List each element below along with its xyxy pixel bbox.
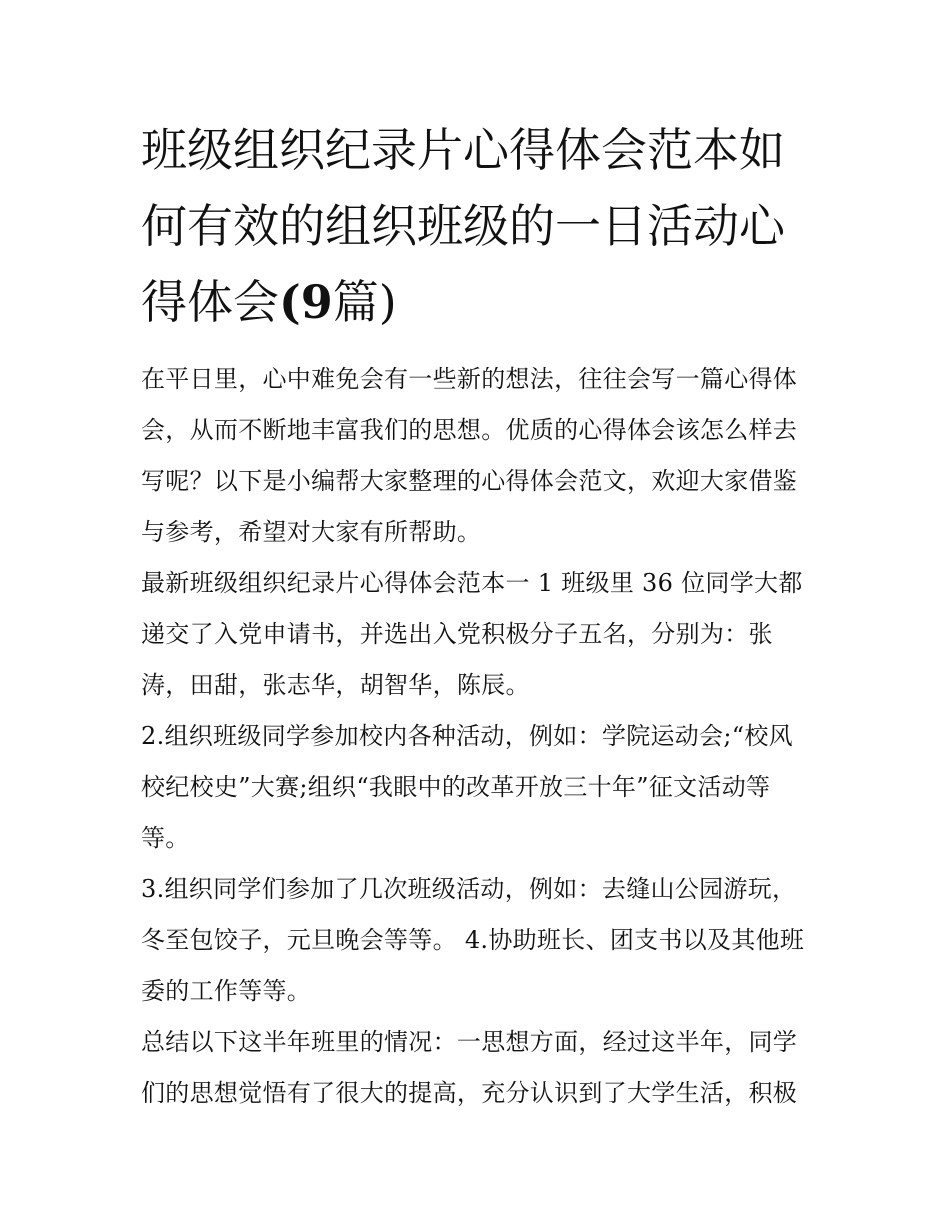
paragraph-2: 2.组织班级同学参加校内各种活动，例如：学院运动会;“校风校纪校史”大赛;组织“我眼中的改革开放三十年”征文活动等等。: [141, 722, 793, 852]
document-title: [141, 112, 811, 340]
paragraph-1: 最新班级组织纪录片心得体会范本一 1 班级里 36 位同学大都递交了入党申请书，并选出入党积极分子五名，分别为：张涛，田甜，张志华，胡智华，陈辰。: [141, 569, 803, 699]
title-count: (9: [279, 275, 333, 329]
intro-paragraph: 在平日里，心中难免会有一些新的想法，往往会写一篇心得体会，从而不断地丰富我们的思想。优质的心得体会该怎么样去写呢？以下是小编帮大家整理的心得体会范文，欢迎大家借鉴与参考，希望对大家有所帮助。: [141, 365, 798, 546]
paragraph-4: 总结以下这半年班里的情况：一思想方面，经过这半年，同学们的思想觉悟有了很大的提高，充分认识到了大学生活，积极: [141, 1028, 798, 1107]
title-text: 班级组织纪录片心得体会范本如何有效的组织班级的一日活动心得体会: [141, 123, 785, 329]
document-content: [141, 112, 811, 1119]
title-suffix: 篇): [332, 275, 397, 329]
paragraph-3: 3.组织同学们参加了几次班级活动，例如：去缝山公园游玩，冬至包饺子，元旦晚会等等。 4.协助班长、团支书以及其他班委的工作等等。: [141, 875, 805, 1005]
